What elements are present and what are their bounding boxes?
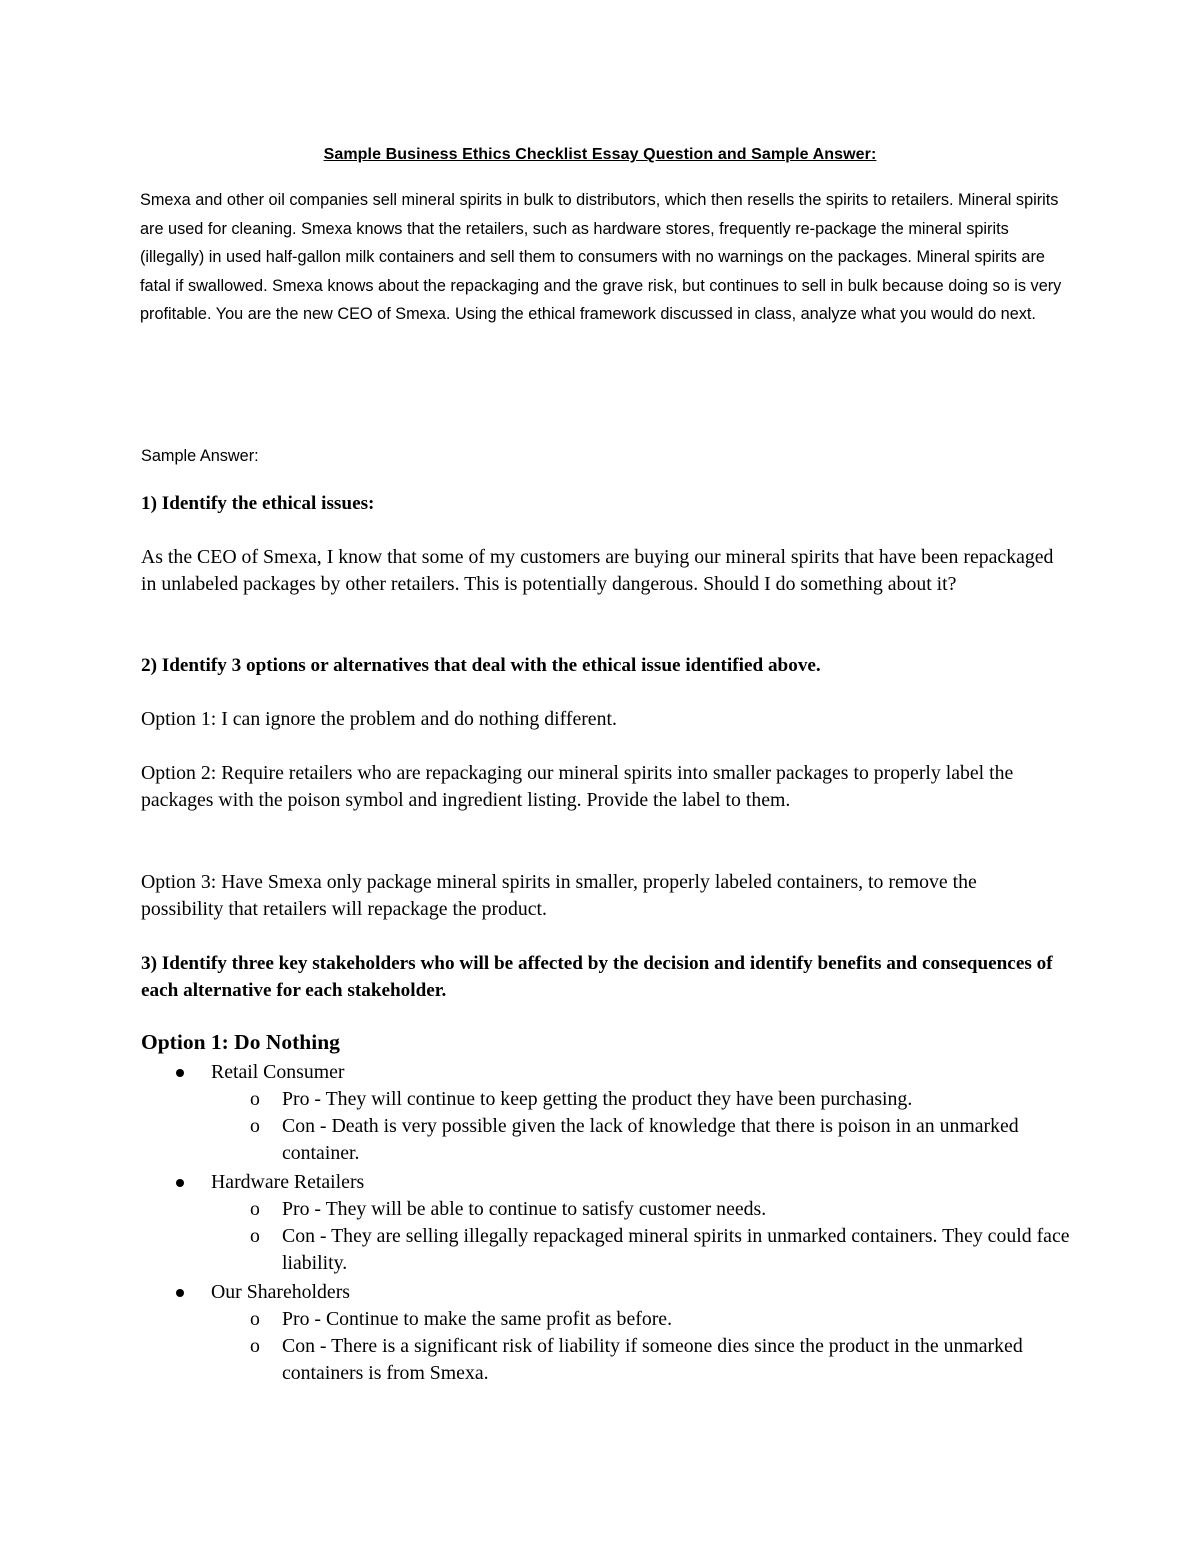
con-text: Con - They are selling illegally repackaged mineral spirits in unmarked containers. They could face liability.: [282, 1225, 1070, 1274]
pro-text: Pro - They will be able to continue to satisfy customer needs.: [282, 1198, 767, 1220]
sub-bullet-icon: o: [250, 1115, 260, 1137]
bullet-icon: [176, 1179, 184, 1187]
sub-bullet-icon: o: [250, 1335, 260, 1357]
list-item: [0, 1306, 1200, 1333]
option1-text: Option 1: I can ignore the problem and do nothing different.: [141, 708, 617, 730]
option1-heading: Option 1: Do Nothing: [141, 1030, 340, 1054]
sub-bullet-icon: o: [250, 1198, 260, 1220]
step3-heading: 3) Identify three key stakeholders who will be affected by the decision and identify benefits and consequences of each alternative for each stakeholder.: [141, 953, 1053, 1001]
document-title: Sample Business Ethics Checklist Essay Question and Sample Answer:: [323, 146, 877, 163]
bullet-icon: [176, 1289, 184, 1297]
option3-text: Option 3: Have Smexa only package mineral spirits in smaller, properly labeled containers, to remove the possibility that retailers will repackage the product.: [141, 871, 977, 920]
step2-heading: 2) Identify 3 options or alternatives that deal with the ethical issue identified above.: [141, 655, 821, 676]
sub-bullet-icon: o: [250, 1225, 260, 1247]
sub-bullet-icon: o: [250, 1088, 260, 1110]
stakeholder-name: Our Shareholders: [211, 1281, 350, 1303]
con-text: Con - There is a significant risk of liability if someone dies since the product in the unmarked containers is from Smexa.: [282, 1335, 1023, 1384]
list-item: [0, 1223, 1200, 1274]
stakeholder-name: Retail Consumer: [211, 1061, 345, 1083]
con-text: Con - Death is very possible given the lack of knowledge that there is poison in an unmarked container.: [282, 1115, 1019, 1164]
list-item: [0, 1086, 1200, 1113]
step1-body: As the CEO of Smexa, I know that some of my customers are buying our mineral spirits that have been repackaged in unlabeled packages by other retailers. This is potentially dangerous. Should I do something about it?: [141, 546, 1054, 595]
list-item: [0, 1279, 1200, 1306]
stakeholder-name: Hardware Retailers: [211, 1171, 365, 1193]
essay-question: Smexa and other oil companies sell mineral spirits in bulk to distributors, which then resells the spirits to retailers. Mineral spirits are used for cleaning. Smexa knows that the retailers, such as hardware stores, frequently re-package the mineral spirits (illegally) in used half-gallon milk containers and sell them to consumers with no warnings on the packages. Mineral spirits are fatal if swallowed. Smexa knows about the repackaging and the grave risk, but continues to sell in bulk because doing so is very profitable. You are the new CEO of Smexa. Using the ethical framework discussed in class, analyze what you would do next.: [140, 191, 1062, 323]
list-item: [0, 1196, 1200, 1223]
sub-bullet-icon: o: [250, 1308, 260, 1330]
sample-answer-label: Sample Answer:: [141, 447, 259, 465]
bullet-icon: [176, 1069, 184, 1077]
step1-heading: 1) Identify the ethical issues:: [141, 493, 375, 514]
pro-text: Pro - They will continue to keep getting the product they have been purchasing.: [282, 1088, 913, 1110]
list-item: [0, 1333, 1200, 1384]
list-item: [0, 1169, 1200, 1196]
pro-text: Pro - Continue to make the same profit as before.: [282, 1308, 673, 1330]
list-item: [0, 1113, 1200, 1164]
list-item: [0, 1059, 1200, 1086]
option2-text: Option 2: Require retailers who are repackaging our mineral spirits into smaller packages to properly label the packages with the poison symbol and ingredient listing. Provide the label to them.: [141, 762, 1014, 811]
